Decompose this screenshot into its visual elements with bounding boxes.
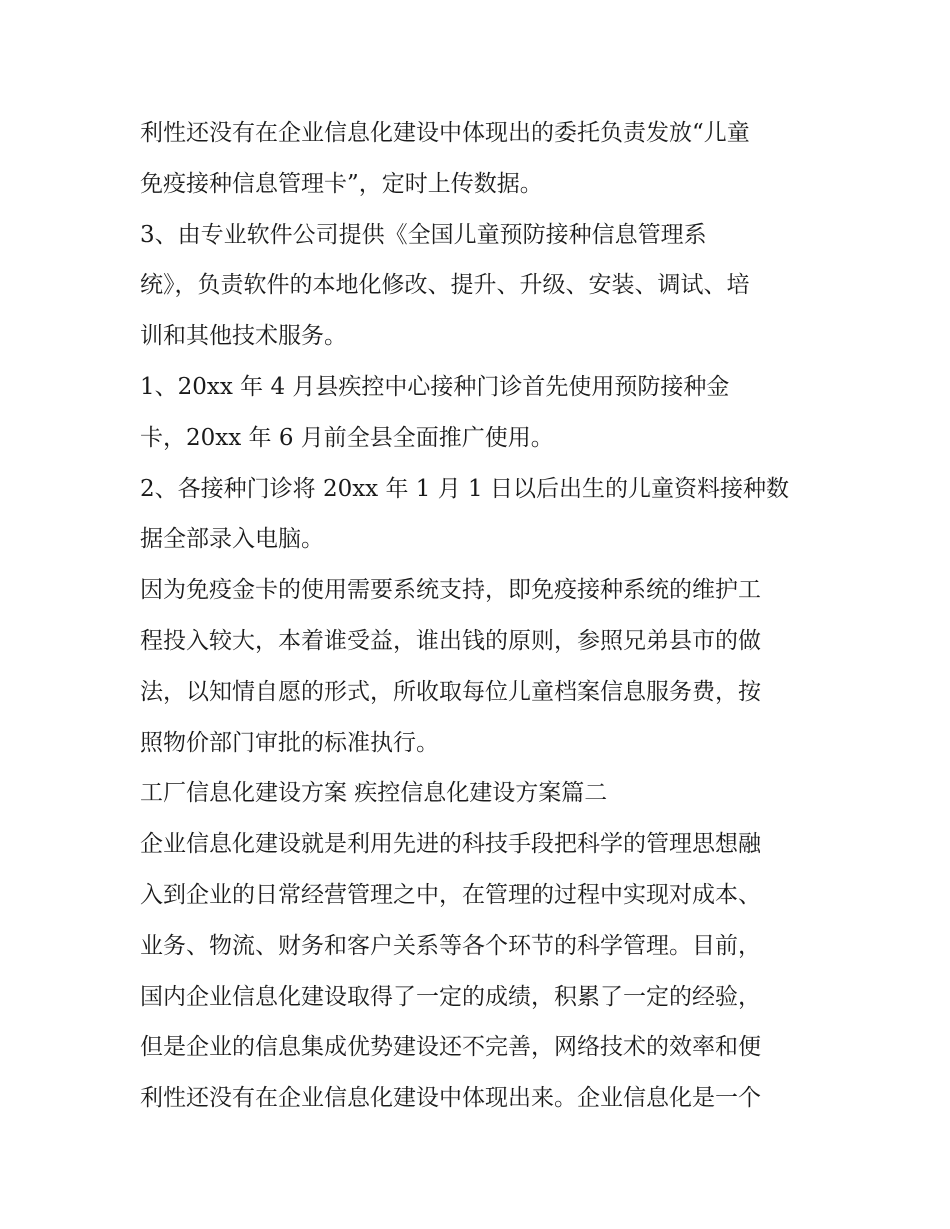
- text-line: 3、由专业软件公司提供《全国儿童预防接种信息管理系: [140, 221, 707, 248]
- text-line: 利性还没有在企业信息化建设中体现出的委托负责发放“儿童: [140, 120, 750, 146]
- text-line: 统》，负责软件的本地化修改、提升、升级、安装、调试、培: [140, 272, 750, 299]
- text-line: 训和其他技术服务。: [140, 323, 347, 350]
- text-line: 2、各接种门诊将 20xx 年 1 月 1 日以后出生的儿童资料接种数: [140, 475, 789, 502]
- text-line: 照物价部门审批的标准执行。: [140, 729, 439, 756]
- text-line: 法，以知情自愿的形式，所收取每位儿童档案信息服务费，按: [140, 678, 761, 705]
- text-line: 因为免疫金卡的使用需要系统支持，即免疫接种系统的维护工: [140, 577, 761, 604]
- text-line: 免疫接种信息管理卡”，定时上传数据。: [140, 170, 543, 197]
- text-line: 1、20xx 年 4 月县疾控中心接种门诊首先使用预防接种金: [140, 373, 730, 400]
- text-line: 国内企业信息化建设取得了一定的成绩，积累了一定的经验，: [140, 983, 761, 1010]
- section-heading: 工厂信息化建设方案 疾控信息化建设方案篇二: [140, 780, 608, 807]
- text-line: 程投入较大，本着谁受益，谁出钱的原则，参照兄弟县市的做: [140, 627, 761, 654]
- text-line: 但是企业的信息集成优势建设还不完善，网络技术的效率和便: [140, 1034, 761, 1061]
- text-line: 企业信息化建设就是利用先进的科技手段把科学的管理思想融: [140, 831, 761, 858]
- text-line: 据全部录入电脑。: [140, 526, 324, 553]
- text-line: 入到企业的日常经营管理之中，在管理的过程中实现对成本、: [140, 881, 761, 908]
- text-line: 业务、物流、财务和客户关系等各个环节的科学管理。目前，: [140, 932, 761, 959]
- document-body: [140, 108, 820, 1124]
- text-line: 卡，20xx 年 6 月前全县全面推广使用。: [140, 424, 554, 451]
- text-line: 利性还没有在企业信息化建设中体现出来。企业信息化是一个: [140, 1085, 761, 1112]
